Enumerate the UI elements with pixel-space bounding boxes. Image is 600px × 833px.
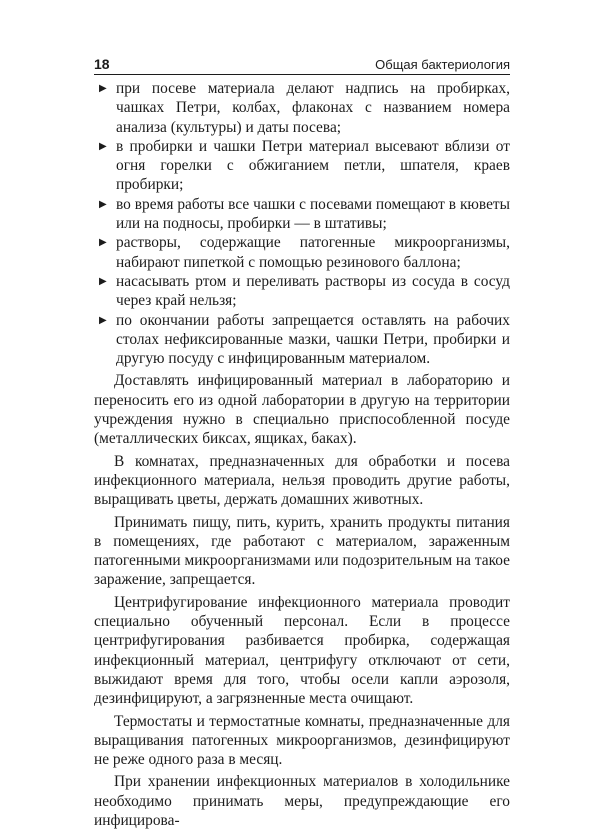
triangle-bullet-icon: ▶ [99, 275, 107, 287]
paragraph: При хранении инфекционных материалов в холодильнике необходимо принимать меры, предупреждающие его инфицирова- [94, 773, 510, 829]
running-head [94, 50, 510, 75]
list-item-text: во время работы все чашки с посевами помещают в кюветы или на подносы, пробирки — в штативы; [116, 195, 510, 233]
triangle-bullet-icon: ▶ [99, 237, 107, 249]
list-item [94, 233, 510, 272]
list-item [94, 311, 510, 369]
list-item-text: в пробирки и чашки Петри материал высевают вблизи от огня горелки с обжиганием петли, шпателя, краев пробирки; [116, 137, 510, 194]
paragraph: Термостаты и термостатные комнаты, предназначенные для выращивания патогенных микроорганизмов, дезинфицируют не реже одного раза в месяц. [94, 712, 510, 769]
list-item-text: насасывать ртом и переливать растворы из сосуда в сосуд через край нельзя; [116, 272, 510, 310]
page-body [94, 79, 510, 833]
paragraph: Центрифугирование инфекционного материала проводит специально обученный персонал. Если в процессе центрифугирования разбивается пробирка, содержащая инфекционный материал, центрифугу отключают от сети, выжидают время для того, чтобы осели капли аэрозоля, дезинфицируют, а загрязненные места очищают. [94, 593, 510, 708]
list-item [94, 272, 510, 311]
list-item [94, 137, 510, 195]
section-title: Общая бактериология [375, 57, 510, 72]
list-item-text: по окончании работы запрещается оставлять на рабочих столах нефиксированные мазки, чашки Петри, пробирки и другую посуду с инфицированным материалом. [116, 311, 510, 368]
list-item-text: при посеве материала делают надпись на пробирках, чашках Петри, колбах, флаконах с названием номера анализа (культуры) и даты посева; [116, 80, 510, 136]
list-item-text: растворы, содержащие патогенные микроорганизмы, набирают пипеткой с помощью резинового баллона; [116, 234, 510, 271]
triangle-bullet-icon: ▶ [99, 314, 107, 326]
list-item [94, 195, 510, 234]
paragraph: Доставлять инфицированный материал в лабораторию и переносить его из одной лаборатории в другую на территории учреждения нужно в специально приспособленной посуде (металлических биксах, ящиках, баках). [94, 372, 510, 448]
paragraph: Принимать пищу, пить, курить, хранить продукты питания в помещениях, где работают с материалом, зараженным патогенными микроорганизмами или подозрительным на такое заражение, запрещается. [94, 513, 510, 589]
triangle-bullet-icon: ▶ [99, 83, 107, 94]
triangle-bullet-icon: ▶ [99, 198, 107, 210]
paragraph: В комнатах, предназначенных для обработки и посева инфекционного материала, нельзя проводить другие работы, выращивать цветы, держать домашних животных. [94, 452, 510, 509]
list-item [94, 79, 510, 137]
page-number: 18 [94, 56, 110, 72]
bullet-list [94, 79, 510, 368]
triangle-bullet-icon: ▶ [99, 140, 107, 152]
